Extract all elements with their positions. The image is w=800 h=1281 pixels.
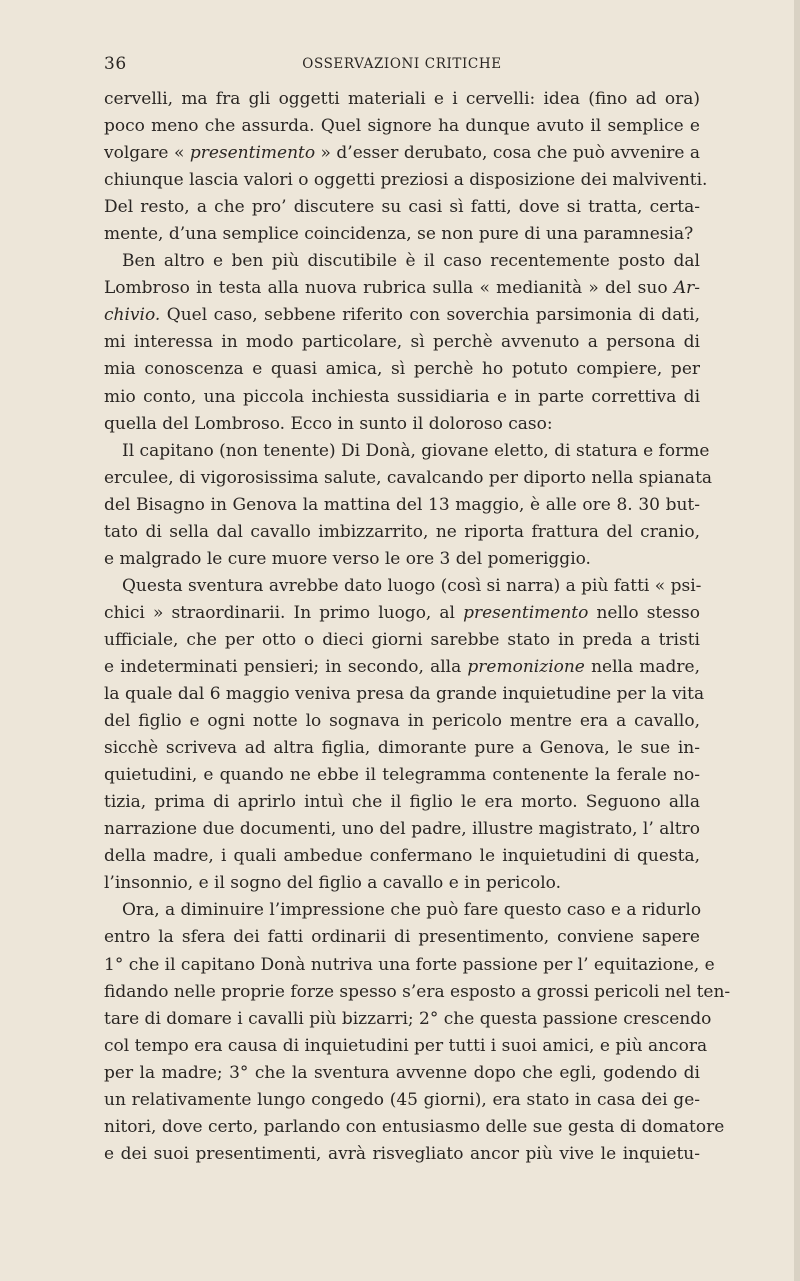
text-line: col tempo era causa di inquietudini per tutti i suoi amici, e più ancora bbox=[104, 1035, 708, 1056]
text-line: mente, d’una semplice coincidenza, se non pure di una paramnesia? bbox=[104, 224, 694, 245]
text-line: tato di sella dal cavallo imbizzarrito, ne riporta frattura del cranio, bbox=[104, 521, 700, 542]
text-line: chiunque lascia valori o oggetti preziosi a disposizione dei malviventi. bbox=[104, 170, 708, 191]
body-text bbox=[104, 86, 731, 1168]
text-line: chici » straordinarii. In primo luogo, al presentimento nello stesso bbox=[104, 602, 700, 623]
text-line: narrazione due documenti, uno del padre, illustre magistrato, l’ altro bbox=[104, 819, 700, 840]
page-edge bbox=[794, 0, 800, 1281]
text-line: poco meno che assurda. Quel signore ha dunque avuto il semplice e bbox=[104, 116, 700, 137]
text-line: la quale dal 6 maggio veniva presa da grande inquietudine per la vita bbox=[104, 684, 705, 705]
text-line: Del resto, a che pro’ discutere su casi sì fatti, dove si tratta, certa- bbox=[104, 197, 700, 218]
text-line: mia conoscenza e quasi amica, sì perchè ho potuto compiere, per bbox=[104, 359, 700, 380]
text-line: mio conto, una piccola inchiesta sussidiaria e in parte correttiva di bbox=[104, 386, 700, 407]
text-line: del Bisagno in Genova la mattina del 13 maggio, è alle ore 8. 30 but- bbox=[104, 494, 700, 515]
page-number: 36 bbox=[104, 54, 127, 74]
text-line: nitori, dove certo, parlando con entusiasmo delle sue gesta di domatore bbox=[104, 1116, 725, 1137]
text-line: per la madre; 3° che la sventura avvenne dopo che egli, godendo di bbox=[104, 1062, 700, 1083]
text-line: chivio. Quel caso, sebbene riferito con soverchia parsimonia di dati, bbox=[104, 305, 700, 326]
running-title: OSSERVAZIONI CRITICHE bbox=[302, 56, 502, 72]
text-line: fidando nelle proprie forze spesso s’era esposto a grossi pericoli nel ten- bbox=[104, 981, 731, 1002]
page-header bbox=[104, 54, 700, 78]
text-line: volgare « presentimento » d’esser derubato, cosa che può avvenire a bbox=[104, 143, 700, 164]
text-line: ufficiale, che per otto o dieci giorni sarebbe stato in preda a tristi bbox=[104, 629, 700, 650]
text-line: Lombroso in testa alla nuova rubrica sulla « medianità » del suo Ar- bbox=[104, 278, 700, 299]
text-line: e indeterminati pensieri; in secondo, alla premonizione nella madre, bbox=[104, 656, 701, 677]
text-line: e dei suoi presentimenti, avrà risvegliato ancor più vive le inquietu- bbox=[104, 1143, 700, 1164]
text-line: Questa sventura avrebbe dato luogo (così si narra) a più fatti « psi- bbox=[122, 575, 702, 596]
text-line: un relativamente lungo congedo (45 giorni), era stato in casa dei ge- bbox=[104, 1089, 700, 1110]
text-line: erculee, di vigorosissima salute, cavalcando per diporto nella spianata bbox=[104, 467, 713, 488]
text-line: l’insonnio, e il sogno del figlio a cavallo e in pericolo. bbox=[104, 873, 561, 894]
text-line: della madre, i quali ambedue confermano le inquietudini di questa, bbox=[104, 846, 700, 867]
text-line: entro la sfera dei fatti ordinarii di presentimento, conviene sapere bbox=[104, 927, 700, 948]
text-line: tizia, prima di aprirlo intuì che il figlio le era morto. Seguono alla bbox=[104, 792, 700, 813]
text-line: quietudini, e quando ne ebbe il telegramma contenente la ferale no- bbox=[104, 765, 700, 786]
text-line: Il capitano (non tenente) Di Donà, giovane eletto, di statura e forme bbox=[122, 440, 710, 461]
text-line: Ben altro e ben più discutibile è il caso recentemente posto dal bbox=[122, 251, 700, 272]
text-line: del figlio e ogni notte lo sognava in pericolo mentre era a cavallo, bbox=[104, 711, 700, 732]
text-line: cervelli, ma fra gli oggetti materiali e i cervelli: idea (fino ad ora) bbox=[104, 89, 700, 109]
text-line: e malgrado le cure muore verso le ore 3 del pomeriggio. bbox=[104, 548, 591, 569]
text-line: quella del Lombroso. Ecco in sunto il doloroso caso: bbox=[104, 413, 553, 434]
text-line: 1° che il capitano Donà nutriva una forte passione per l’ equitazione, e bbox=[104, 954, 715, 975]
text-line: sicchè scriveva ad altra figlia, dimorante pure a Genova, le sue in- bbox=[104, 738, 700, 759]
text-line: tare di domare i cavalli più bizzarri; 2° che questa passione crescendo bbox=[104, 1008, 712, 1029]
text-line: mi interessa in modo particolare, sì perchè avvenuto a persona di bbox=[104, 332, 700, 353]
text-line: Ora, a diminuire l’impressione che può fare questo caso e a ridurlo bbox=[122, 900, 702, 921]
